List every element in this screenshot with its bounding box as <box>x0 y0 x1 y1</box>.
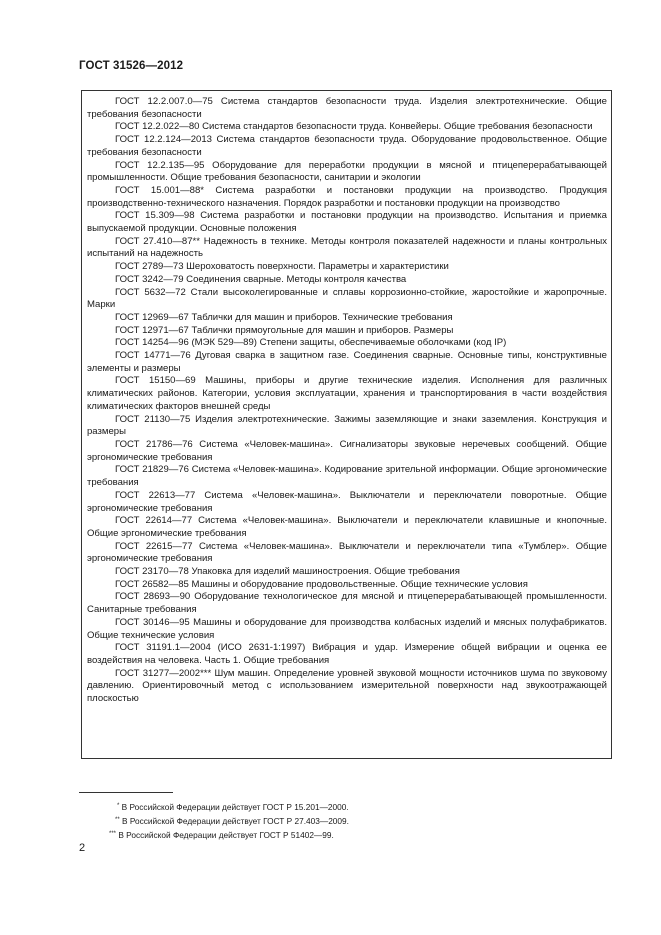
footnote-separator <box>79 792 173 793</box>
footnote-text: В Российской Федерации действует ГОСТ Р 27.403—2009. <box>121 815 349 826</box>
footnotes <box>79 800 599 841</box>
reference-item: ГОСТ 21829—76 Система «Человек-машина». Кодирование зрительной информации. Общие эргономические требования <box>87 464 607 489</box>
footnote-item <box>79 828 599 842</box>
footnote-mark: * <box>117 803 120 809</box>
reference-item: ГОСТ 12.2.135—95 Оборудование для переработки продукции в мясной и птицеперерабатывающей промышленности. Общие требования безопасности, санитарии и экологии <box>87 159 607 184</box>
reference-item: ГОСТ 5632—72 Стали высоколегированные и сплавы коррозионно-стойкие, жаростойкие и жаропрочные. Марки <box>87 286 607 311</box>
footnote-item <box>79 800 599 814</box>
normative-references-box <box>81 90 612 759</box>
reference-item: ГОСТ 26582—85 Машины и оборудование продовольственные. Общие технические условия <box>115 578 528 590</box>
reference-item: ГОСТ 12.2.124—2013 Система стандартов безопасности труда. Оборудование продовольственное. Общие требования безопасности <box>87 134 607 158</box>
reference-item: ГОСТ 21130—75 Изделия электротехнические. Зажимы заземляющие и знаки заземления. Конструкция и размеры <box>87 413 607 438</box>
footnote-text: В Российской Федерации действует ГОСТ Р 51402—99. <box>118 829 334 840</box>
reference-item: ГОСТ 2789—73 Шероховатость поверхности. Параметры и характеристики <box>115 261 449 273</box>
reference-item: ГОСТ 22615—77 Система «Человек-машина». Выключатели и переключатели типа «Тумблер». Общие эргономические требования <box>87 540 607 565</box>
reference-item: ГОСТ 23170—78 Упаковка для изделий машиностроения. Общие требования <box>115 566 460 578</box>
reference-item: ГОСТ 12.2.007.0—75 Система стандартов безопасности труда. Изделия электротехнические. Общие требования безопасности <box>87 96 607 120</box>
reference-item: ГОСТ 27.410—87** Надежность в технике. Методы контроля показателей надежности и планы контрольных испытаний на надежность <box>87 235 607 260</box>
reference-item: ГОСТ 14254—96 (МЭК 529—89) Степени защиты, обеспечиваемые оболочками (код IP) <box>115 337 507 349</box>
reference-item: ГОСТ 14771—76 Дуговая сварка в защитном газе. Соединения сварные. Основные типы, конструктивные элементы и размеры <box>87 350 607 374</box>
reference-item: ГОСТ 22613—77 Система «Человек-машина». Выключатели и переключатели поворотные. Общие эргономические требования <box>87 489 607 514</box>
reference-item: ГОСТ 30146—95 Машины и оборудование для производства колбасных изделий и мясных полуфабрикатов. Общие технические условия <box>87 616 607 641</box>
reference-item: ГОСТ 22614—77 Система «Человек-машина». Выключатели и переключатели клавишные и кнопочные. Общие эргономические требования <box>87 515 607 539</box>
reference-item: ГОСТ 15.309—98 Система разработки и постановки продукции на производство. Испытания и приемка выпускаемой продукции. Основные положения <box>87 210 607 235</box>
reference-item: ГОСТ 21786—76 Система «Человек-машина». Сигнализаторы звуковые неречевых сообщений. Общие эргономические требования <box>87 438 607 463</box>
footnote-item <box>79 814 599 828</box>
footnote-text: В Российской Федерации действует ГОСТ Р 15.201—2000. <box>121 802 349 812</box>
reference-item: ГОСТ 28693—90 Оборудование технологическое для мясной и птицеперерабатывающей промышленности. Санитарные требования <box>87 591 607 616</box>
reference-item: ГОСТ 3242—79 Соединения сварные. Методы контроля качества <box>115 273 407 285</box>
reference-item: ГОСТ 31191.1—2004 (ИСО 2631-1:1997) Вибрация и удар. Измерение общей вибрации и оценка ее воздействия на человека. Часть 1. Общие требования <box>87 642 607 666</box>
reference-item: ГОСТ 15150—69 Машины, приборы и другие технические изделия. Исполнения для различных климатических районов. Категории, условия эксплуатации, хранения и транспортирования в части воздействия климатических факторов внешней среды <box>87 375 607 412</box>
footnote-mark: *** <box>109 830 117 837</box>
reference-item: ГОСТ 12969—67 Таблички для машин и приборов. Технические требования <box>115 311 453 323</box>
reference-item: ГОСТ 31277—2002*** Шум машин. Определение уровней звуковой мощности источников шума по звуковому давлению. Ориентировочный метод с использованием измерительной поверхности над звукоотражающей плоскостью <box>87 667 607 705</box>
reference-item: ГОСТ 15.001—88* Система разработки и постановки продукции на производство. Продукция производственно-технического назначения. Порядок разработки и постановки продукции на производство <box>87 184 607 209</box>
document-header: ГОСТ 31526—2012 <box>79 60 184 72</box>
reference-item: ГОСТ 12971—67 Таблички прямоугольные для машин и приборов. Размеры <box>115 324 454 336</box>
reference-item: ГОСТ 12.2.022—80 Система стандартов безопасности труда. Конвейеры. Общие требования безопасности <box>115 121 593 133</box>
page-number: 2 <box>79 842 86 854</box>
footnote-mark: ** <box>115 816 120 823</box>
